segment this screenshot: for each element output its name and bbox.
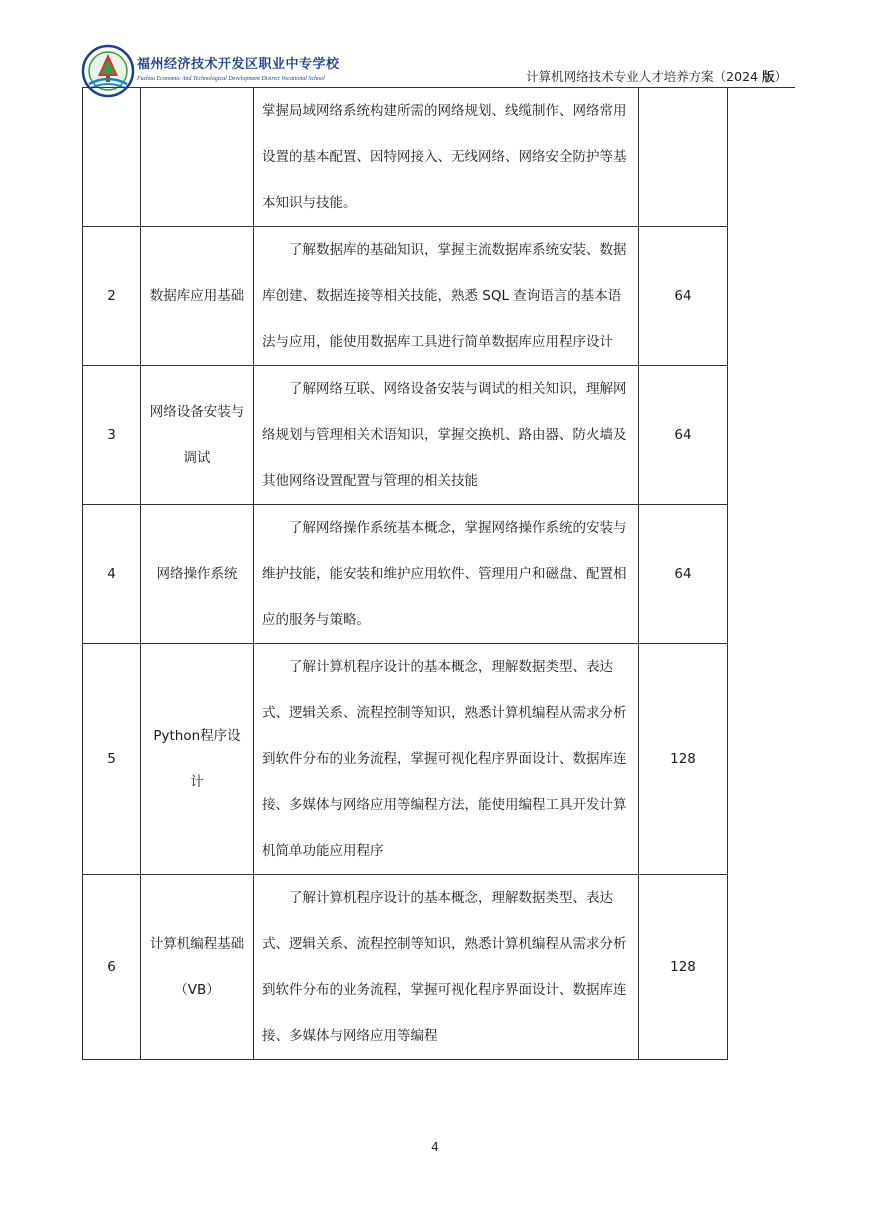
- course-name: [141, 88, 254, 227]
- table-row: [83, 227, 728, 366]
- course-description: 了解计算机程序设计的基本概念，理解数据类型、表达式、逻辑关系、流程控制等知识，熟悉计算机编程从需求分析到软件分布的业务流程，掌握可视化程序界面设计、数据库连接、多媒体与网络应用等编程: [254, 875, 639, 1060]
- table-row: [83, 505, 728, 644]
- course-name: 数据库应用基础: [141, 227, 254, 366]
- document-title-version: 版: [761, 69, 775, 84]
- table-row: [83, 88, 728, 227]
- course-description: 了解网络互联、网络设备安装与调试的相关知识，理解网络规划与管理相关术语知识，掌握交换机、路由器、防火墙及其他网络设置配置与管理的相关技能: [254, 366, 639, 505]
- course-name: 网络设备安装与调试: [141, 366, 254, 505]
- course-description: 了解计算机程序设计的基本概念，理解数据类型、表达式、逻辑关系、流程控制等知识，熟悉计算机编程从需求分析到软件分布的业务流程，掌握可视化程序界面设计、数据库连接、多媒体与网络应用等编程方法，能使用编程工具开发计算机简单功能应用程序: [254, 644, 639, 875]
- row-number: 3: [83, 366, 141, 505]
- course-hours: 128: [639, 644, 728, 875]
- document-title-main: 计算机网络技术专业人才培养方案（2024: [526, 69, 758, 84]
- course-table: [82, 87, 728, 1060]
- course-hours: 64: [639, 366, 728, 505]
- school-name-en: Fuzhou Economic And Technological Development District Vocational School: [137, 76, 325, 82]
- row-number: 4: [83, 505, 141, 644]
- course-hours: 64: [639, 505, 728, 644]
- table-row: [83, 366, 728, 505]
- table-row: [83, 644, 728, 875]
- row-number: 6: [83, 875, 141, 1060]
- document-title-close: ）: [774, 69, 787, 84]
- row-number: 5: [83, 644, 141, 875]
- row-number: 2: [83, 227, 141, 366]
- course-name: 网络操作系统: [141, 505, 254, 644]
- course-name: 计算机编程基础（VB）: [141, 875, 254, 1060]
- table-row: [83, 875, 728, 1060]
- course-description: 了解网络操作系统基本概念，掌握网络操作系统的安装与维护技能，能安装和维护应用软件、管理用户和磁盘、配置相应的服务与策略。: [254, 505, 639, 644]
- course-hours: [639, 88, 728, 227]
- course-description: 了解数据库的基础知识，掌握主流数据库系统安装、数据库创建、数据连接等相关技能，熟悉 SQL 查询语言的基本语法与应用，能使用数据库工具进行简单数据库应用程序设计: [254, 227, 639, 366]
- course-name: Python程序设计: [141, 644, 254, 875]
- course-hours: 64: [639, 227, 728, 366]
- document-title: [526, 67, 787, 85]
- school-name-cn: 福州经济技术开发区职业中专学校: [137, 57, 340, 72]
- row-number: [83, 88, 141, 227]
- course-hours: 128: [639, 875, 728, 1060]
- course-description: 掌握局域网络系统构建所需的网络规划、线缆制作、网络常用设置的基本配置、因特网接入、无线网络、网络安全防护等基本知识与技能。: [254, 88, 639, 227]
- page-number: 4: [431, 1140, 439, 1154]
